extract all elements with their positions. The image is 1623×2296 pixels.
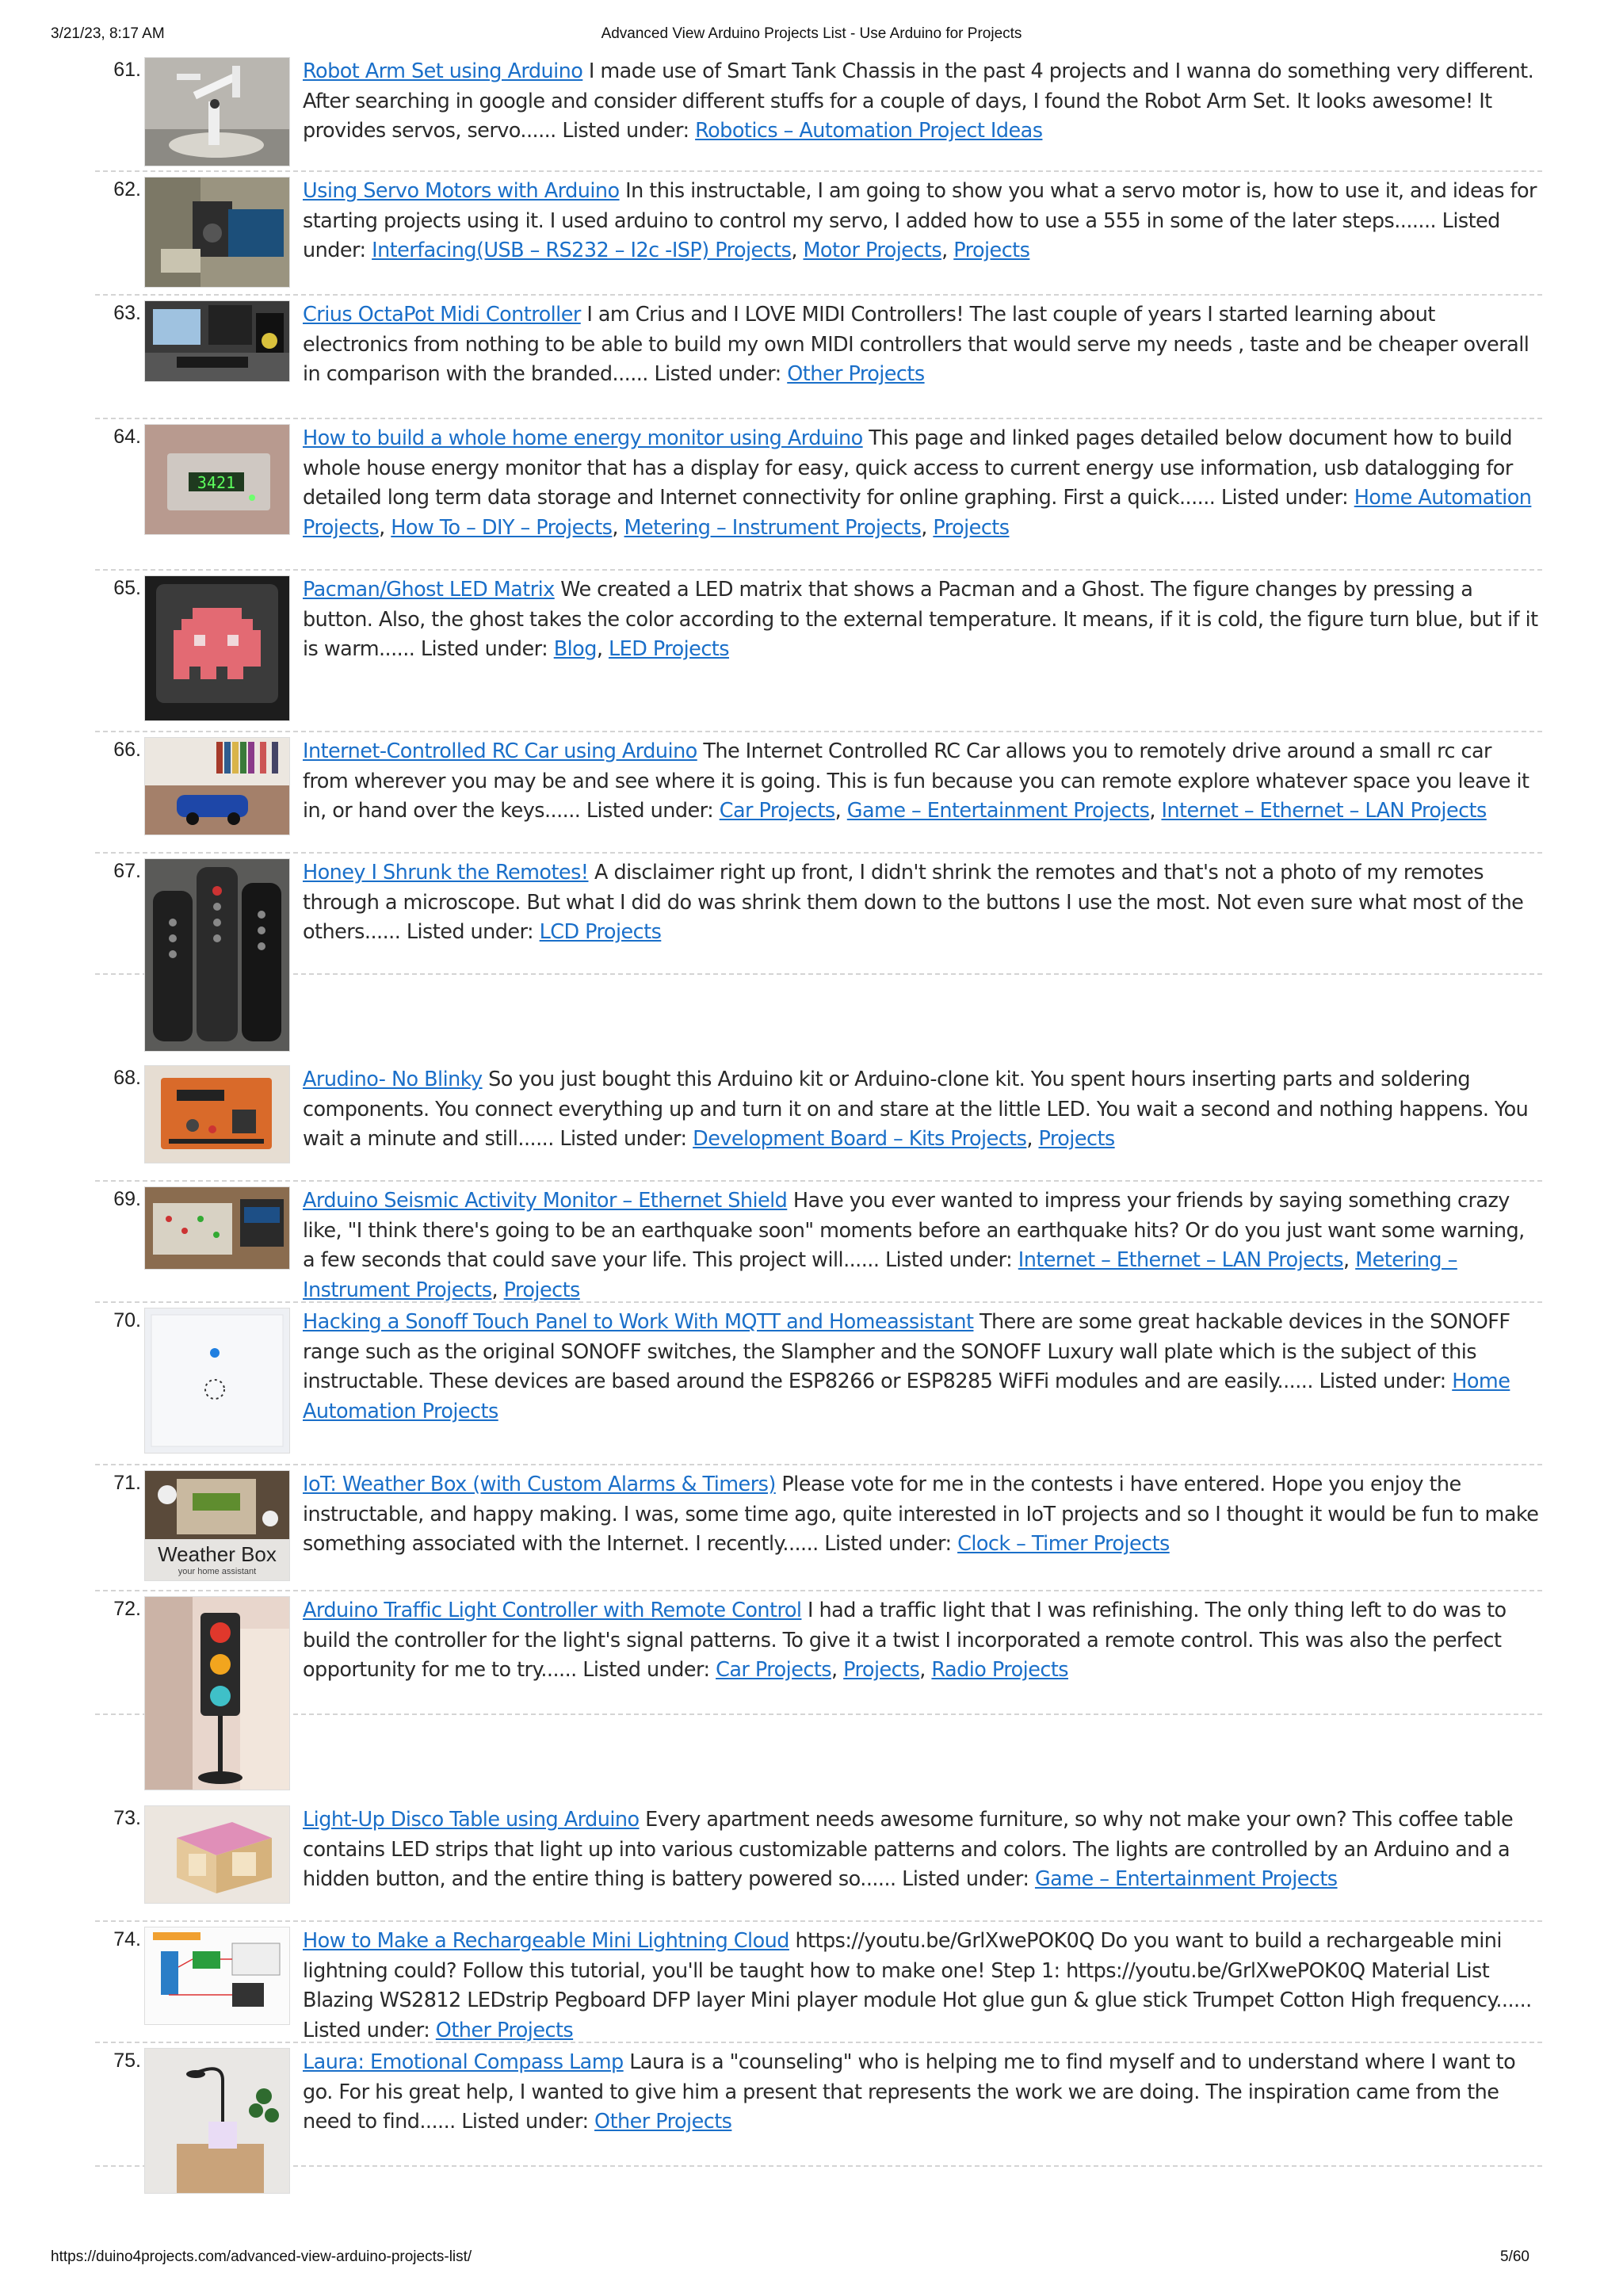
- project-description: I had a traffic light that I was refinishing. The only thing left to do was to build the controller for the light's signal patterns. To give it a twist I incorporated a remote control. This was also the perfect opportunity for me to try......: [303, 1599, 1507, 1682]
- list-item: [95, 1060, 1542, 1182]
- category-link[interactable]: Game – Entertainment Projects: [1034, 1867, 1338, 1891]
- sonoff-thumbnail[interactable]: [144, 1308, 290, 1454]
- listed-under-label: Listed under:: [559, 1127, 687, 1151]
- project-link[interactable]: Using Servo Motors with Arduino: [303, 179, 620, 203]
- project-link[interactable]: Pacman/Ghost LED Matrix: [303, 578, 555, 602]
- listed-under-label: Listed under:: [654, 362, 781, 386]
- seismic-board-photo-icon: [145, 1187, 289, 1269]
- rc-car-thumbnail[interactable]: [144, 737, 290, 835]
- remotes-photo-icon: [145, 859, 289, 1051]
- print-footer: [51, 2248, 1572, 2272]
- weather-box-subcaption: your home assistant: [178, 1567, 257, 1576]
- list-item: [95, 1465, 1542, 1591]
- list-item: [95, 1303, 1542, 1465]
- listed-under-label: Listed under:: [461, 2110, 589, 2134]
- category-link[interactable]: Home Automation Projects: [303, 486, 1532, 540]
- pacman-thumbnail[interactable]: [144, 575, 290, 721]
- project-description: I made use of Smart Tank Chassis in the past 4 projects and I wanna do something very different. After searching in google and consider different stuffs for a couple of days, I found the Robot Arm Set. It looks awesome! It provides servos, servo......: [303, 59, 1534, 143]
- category-link[interactable]: Projects: [933, 515, 1010, 540]
- category-link[interactable]: LCD Projects: [539, 920, 662, 944]
- category-link[interactable]: Other Projects: [435, 2018, 574, 2042]
- category-link[interactable]: Motor Projects: [803, 239, 942, 262]
- item-text: [303, 854, 1542, 948]
- print-header: [51, 25, 1572, 49]
- servo-thumbnail[interactable]: [144, 177, 290, 288]
- list-item: [95, 1801, 1542, 1922]
- project-description: Every apartment needs awesome furniture, so why not make your own? This coffee table contains LED strips that light up into various customizable patterns and colors. The lights are controlled by an Arduino and a hidden button, and the entire thing is battery powered so......: [303, 1808, 1514, 1891]
- robot-arm-thumbnail[interactable]: [144, 57, 290, 166]
- spacer: [95, 975, 1542, 1060]
- item-text: [303, 1922, 1542, 2046]
- category-link[interactable]: Home Automation Projects: [303, 1370, 1510, 1423]
- project-description: Please vote for me in the contests i have entered. Hope you enjoy the instructable, and happy making. I was, some time ago, quite interested in IoT projects and so I thought it would be fun to make something associated with the Internet. I recently......: [303, 1473, 1539, 1556]
- compass-lamp-thumbnail[interactable]: [144, 2048, 290, 2194]
- remotes-thumbnail[interactable]: [144, 858, 290, 1052]
- category-link[interactable]: Other Projects: [787, 362, 925, 386]
- listed-under-label: Listed under:: [586, 799, 714, 823]
- spacer: [95, 1715, 1542, 1801]
- project-link[interactable]: Arudino- No Blinky: [303, 1068, 483, 1091]
- item-number: 68.: [113, 1067, 141, 1089]
- category-link[interactable]: Blog: [553, 637, 597, 661]
- list-item: [95, 1591, 1542, 1715]
- item-number: 64.: [113, 426, 141, 448]
- weather-box-photo-icon: [145, 1471, 289, 1580]
- item-number: 66.: [113, 739, 141, 761]
- project-description: So you just bought this Arduino kit or Arduino-clone kit. You spent hours inserting parts and soldering components. You connect everything up and turn it on and stare at the little LED. You wait a second and nothing happens. You wait a minute and still......: [303, 1068, 1529, 1151]
- project-description: There are some great hackable devices in the SONOFF range such as the original SONOFF switches, the Slampher and the SONOFF Luxury wall plate which is the subject of this instructable. These devices are based around the ESP8266 or ESP8285 WiFFi modules and are easily......: [303, 1310, 1510, 1393]
- category-link[interactable]: How To – DIY – Projects: [391, 515, 613, 540]
- servo-photo-icon: [145, 178, 289, 287]
- category-link[interactable]: Car Projects: [719, 799, 835, 823]
- disco-table-thumbnail[interactable]: [144, 1805, 290, 1904]
- project-description: Have you ever wanted to impress your friends by saying something crazy like, "I think there's going to be an earthquake soon" moments before an earthquake hits? Or do you just want some warning, a few seconds that could save your life. This project will......: [303, 1189, 1525, 1272]
- listed-under-label: Listed under:: [582, 1658, 710, 1682]
- project-description: This page and linked pages detailed below document how to build whole house energy monitor that has a display for easy, quick access to current energy use information, usb datalogging for detailed long term data storage and Internet connectivity for online graphing. First a quick......: [303, 426, 1513, 510]
- display-digits: 3421: [197, 473, 236, 492]
- listed-under-label: Listed under:: [562, 119, 689, 143]
- list-item: [95, 419, 1542, 571]
- item-number: 67.: [113, 860, 141, 882]
- project-description: I am Crius and I LOVE MIDI Controllers! The last couple of years I started learning about electronics from nothing to be able to build my own MIDI controllers that would serve my needs , taste and be cheaper overall in comparison with the branded......: [303, 303, 1529, 386]
- project-description: The Internet Controlled RC Car allows you to remotely drive around a small rc car from wherever you may be and see where it is going. This is fun because you can remote explore whatever space you leave it in, or hand over the keys......: [303, 739, 1529, 823]
- project-link[interactable]: Arduino Seismic Activity Monitor – Ethernet Shield: [303, 1189, 788, 1213]
- category-link[interactable]: Other Projects: [594, 2110, 732, 2134]
- item-text: [303, 52, 1542, 147]
- seismic-thumbnail[interactable]: [144, 1186, 290, 1270]
- page-number: 5/60: [1500, 2248, 1529, 2265]
- category-link[interactable]: Metering – Instrument Projects: [303, 1248, 1457, 1302]
- category-link[interactable]: Projects: [843, 1658, 920, 1682]
- item-number: 71.: [113, 1472, 141, 1494]
- project-link[interactable]: Light-Up Disco Table using Arduino: [303, 1808, 640, 1832]
- midi-thumbnail[interactable]: [144, 300, 290, 382]
- traffic-light-thumbnail[interactable]: [144, 1596, 290, 1790]
- listed-under-label: Listed under:: [824, 1532, 952, 1556]
- energy-monitor-thumbnail[interactable]: [144, 424, 290, 535]
- item-number: 62.: [113, 178, 141, 201]
- rc-car-photo-icon: [145, 738, 289, 835]
- category-link[interactable]: LED Projects: [608, 637, 729, 661]
- list-item: [95, 296, 1542, 419]
- print-datetime: 3/21/23, 8:17 AM: [51, 25, 165, 42]
- category-link[interactable]: Radio Projects: [931, 1658, 1068, 1682]
- project-description: A disclaimer right up front, I didn't shrink the remotes and that's not a photo of my remotes through a microscope. But what I did do was shrink them down to the buttons I use the most. Not even sure what most of the others......: [303, 861, 1524, 944]
- listed-under-label: Listed under:: [884, 1248, 1013, 1272]
- item-number: 69.: [113, 1188, 141, 1210]
- category-link[interactable]: Internet – Ethernet – LAN Projects: [1161, 799, 1487, 823]
- item-text: Internet-Controlled RC Car using Arduino The Internet Controlled RC Car allows you to remotely drive around a small rc car from wherever you may be and see where it is going. This is fun because you can remote explore whatever space you leave it in, or hand over the keys...... Listed under: Car Projects, Game – Entertainment Projects, Internet – Ethernet – LAN Projects: [303, 739, 1529, 823]
- item-number: 70.: [113, 1309, 141, 1331]
- project-description: In this instructable, I am going to show you what a servo motor is, how to use it, and ideas for starting projects using it. I used arduino to control my servo, I added how to use a 555 in some of the later steps.......: [303, 179, 1537, 233]
- project-link[interactable]: Crius OctaPot Midi Controller: [303, 303, 581, 327]
- energy-display-photo-icon: [145, 425, 289, 534]
- lightning-cloud-thumbnail[interactable]: [144, 1927, 290, 2025]
- category-link[interactable]: Development Board – Kits Projects: [693, 1127, 1027, 1151]
- listed-under-label: Listed under:: [902, 1867, 1029, 1891]
- robot-arm-photo-icon: [145, 58, 289, 166]
- ghost-led-matrix-photo-icon: [145, 576, 289, 720]
- item-number: 73.: [113, 1807, 141, 1829]
- category-link[interactable]: Projects: [1038, 1127, 1115, 1151]
- item-text: Arudino- No Blinky So you just bought this Arduino kit or Arduino-clone kit. You spent hours inserting parts and soldering components. You connect everything up and turn it on and stare at the little LED. You wait a second and nothing happens. You wait a minute and still...... Listed under: Development Board – Kits Projects, Projects: [303, 1068, 1529, 1151]
- item-number: 75.: [113, 2050, 141, 2072]
- item-text: [303, 1801, 1542, 1895]
- item-text: Using Servo Motors with Arduino In this instructable, I am going to show you what a servo motor is, how to use it, and ideas for starting projects using it. I used arduino to control my servo, I added how to use a 555 in some of the later steps....... Listed under: Interfacing(USB – RS232 – I2c -ISP) Projects, Motor Projects, Projects: [303, 179, 1537, 262]
- project-description: https://youtu.be/GrlXwePOK0Q Do you want to build a rechargeable mini lightning could? Follow this tutorial, you'll be taught how to make one! Step 1: https://youtu.be/GrlXwePOK0Q Material List Blazing WS2812 LEDstrip Pegboard DFP layer Mini player module Hot glue gun & glue stick Trumpet Cotton High frequency......: [303, 1929, 1532, 2012]
- weather-box-caption: Weather Box: [158, 1542, 277, 1566]
- item-number: 63.: [113, 302, 141, 324]
- project-link[interactable]: Arduino Traffic Light Controller with Remote Control: [303, 1599, 802, 1622]
- project-link[interactable]: How to build a whole home energy monitor using Arduino: [303, 426, 863, 450]
- item-number: 61.: [113, 59, 141, 81]
- arduino-kit-thumbnail[interactable]: [144, 1065, 290, 1163]
- project-link[interactable]: Honey I Shrunk the Remotes!: [303, 861, 589, 884]
- listed-under-label: Listed under:: [406, 920, 534, 944]
- print-url: https://duino4projects.com/advanced-view-arduino-projects-list/: [51, 2248, 472, 2265]
- touch-panel-photo-icon: [145, 1308, 289, 1453]
- project-link[interactable]: How to Make a Rechargeable Mini Lightning Cloud: [303, 1929, 789, 1953]
- project-description: Laura is a "counseling" who is helping me to find myself and to understand where I want to go. For his great help, I wanted to give him a present that represents the work we are doing. The inspiration came from the need to find......: [303, 2050, 1516, 2134]
- project-list: [95, 52, 1542, 2167]
- item-text: [303, 1465, 1542, 1560]
- listed-under-label: Listed under:: [1220, 486, 1349, 510]
- list-item: [95, 1182, 1542, 1303]
- project-description: We created a LED matrix that shows a Pacman and a Ghost. The figure changes by pressing a button. Also, the ghost takes the color according to the external temperature. It means, if it is cold, the figure turn blue, but if it is warm......: [303, 578, 1538, 661]
- item-text: [303, 296, 1542, 390]
- item-text: How to build a whole home energy monitor using Arduino This page and linked pages detailed below document how to build whole house energy monitor that has a display for easy, quick access to current energy use information, usb datalogging for detailed long term data storage and Internet connectivity for online graphing. First a quick...... Listed under: Home Automation Projects, How To – DIY – Projects, Metering – Instrument Projects, Projects: [303, 426, 1532, 540]
- list-item: [95, 571, 1542, 732]
- list-item: [95, 854, 1542, 975]
- category-link[interactable]: Projects: [953, 239, 1030, 262]
- project-link[interactable]: Hacking a Sonoff Touch Panel to Work With MQTT and Homeassistant: [303, 1310, 974, 1334]
- project-link[interactable]: Internet-Controlled RC Car using Arduino: [303, 739, 697, 763]
- item-text: Pacman/Ghost LED Matrix We created a LED matrix that shows a Pacman and a Ghost. The figure changes by pressing a button. Also, the ghost takes the color according to the external temperature. It means, if it is cold, the figure turn blue, but if it is warm...... Listed under: Blog, LED Projects: [303, 578, 1538, 661]
- category-link[interactable]: Car Projects: [716, 1658, 832, 1682]
- category-link[interactable]: Metering – Instrument Projects: [624, 515, 922, 540]
- item-text: [303, 2043, 1542, 2137]
- list-item: [95, 172, 1542, 296]
- category-link[interactable]: Projects: [503, 1278, 580, 1302]
- traffic-light-photo-icon: [145, 1597, 289, 1790]
- listed-under-label: Listed under:: [420, 637, 548, 661]
- list-item: [95, 732, 1542, 854]
- list-item: [95, 52, 1542, 172]
- project-link[interactable]: Robot Arm Set using Arduino: [303, 59, 583, 83]
- item-text: Arduino Traffic Light Controller with Remote Control I had a traffic light that I was refinishing. The only thing left to do was to build the controller for the light's signal patterns. To give it a twist I incorporated a remote control. This was also the perfect opportunity for me to try...... Listed under: Car Projects, Projects, Radio Projects: [303, 1599, 1507, 1682]
- category-link[interactable]: Clock – Timer Projects: [957, 1532, 1170, 1556]
- project-link[interactable]: Laura: Emotional Compass Lamp: [303, 2050, 624, 2074]
- wiring-diagram-photo-icon: [145, 1927, 289, 2024]
- item-number: 74.: [113, 1928, 141, 1950]
- midi-studio-photo-icon: [145, 301, 289, 381]
- lamp-photo-icon: [145, 2049, 289, 2193]
- category-link[interactable]: Robotics – Automation Project Ideas: [695, 119, 1043, 143]
- list-item: [95, 1922, 1542, 2043]
- item-text: Arduino Seismic Activity Monitor – Ethernet Shield Have you ever wanted to impress your friends by saying something crazy like, "I think there's going to be an earthquake soon" moments before an earthquake hits? Or do you just want some warning, a few seconds that could save your life. This project will...... Listed under: Internet – Ethernet – LAN Projects, Metering – Instrument Projects, Projects: [303, 1189, 1525, 1302]
- arduino-kit-photo-icon: [145, 1066, 289, 1163]
- listed-under-label: Listed under:: [303, 2018, 430, 2042]
- category-link[interactable]: Internet – Ethernet – LAN Projects: [1018, 1248, 1344, 1272]
- category-link[interactable]: Interfacing(USB – RS232 – I2c -ISP) Projects: [372, 239, 792, 262]
- weather-box-thumbnail[interactable]: [144, 1470, 290, 1581]
- item-number: 72.: [113, 1598, 141, 1620]
- print-title: Advanced View Arduino Projects List - Use Arduino for Projects: [601, 25, 1022, 42]
- item-number: 65.: [113, 577, 141, 599]
- listed-under-label: Listed under:: [303, 208, 1500, 262]
- project-link[interactable]: IoT: Weather Box (with Custom Alarms & Timers): [303, 1473, 776, 1496]
- category-link[interactable]: Game – Entertainment Projects: [846, 799, 1150, 823]
- list-item: [95, 2043, 1542, 2167]
- listed-under-label: Listed under:: [1319, 1370, 1446, 1393]
- disco-table-photo-icon: [145, 1806, 289, 1903]
- item-text: [303, 1303, 1542, 1427]
